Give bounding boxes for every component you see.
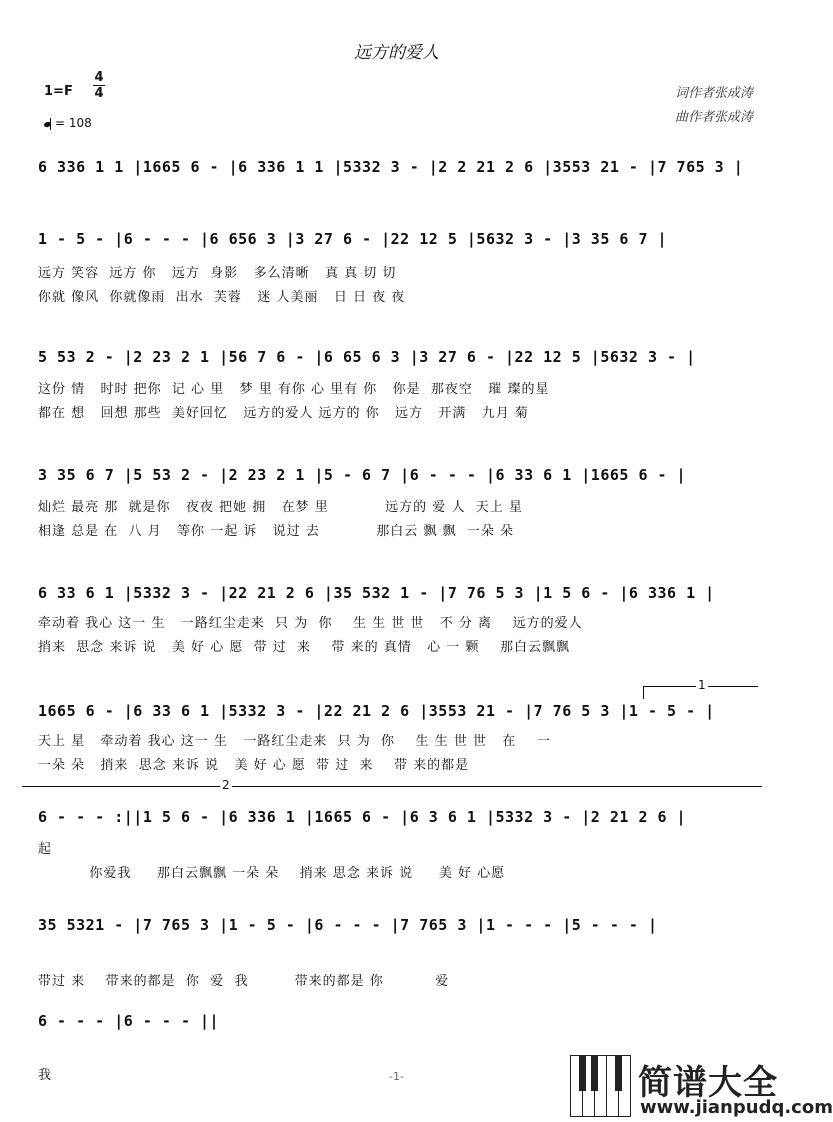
lyric-line: 带过 来 带来的都是 你 爱 我 带来的都是 你 爱 — [38, 974, 450, 989]
lyricist-credit: 词作者张成涛 — [674, 86, 753, 101]
logo-title: 简谱大全 — [638, 1063, 778, 1103]
site-logo — [570, 1055, 833, 1118]
first-ending-bracket — [643, 678, 758, 699]
page-number: -1- — [389, 1070, 404, 1083]
tempo-marking — [44, 116, 92, 130]
score-system-1: 6 336 1 1 |1665 6 - |6 336 1 1 |5332 3 - |2 2 21 2 6 |3553 21 - |7 765 3 | — [38, 158, 744, 176]
score-system-3: 5 53 2 - |2 23 2 1 |56 7 6 - |6 65 6 3 |3 27 6 - |22 12 5 |5632 3 - | — [38, 348, 696, 366]
lyric-line: 起 — [38, 842, 53, 857]
lyric-line: 捎来 思念 来诉 说 美 好 心 愿 带 过 来 带 来的 真情 心 一 颗 那白云飘飘 — [38, 640, 570, 655]
score-system-6: 1665 6 - |6 33 6 1 |5332 3 - |22 21 2 6 |3553 21 - |7 76 5 3 |1 - 5 - | — [38, 702, 715, 720]
time-signature — [92, 70, 106, 101]
lyric-line: 这份 情 时时 把你 记 心 里 梦 里 有你 心 里有 你 你是 那夜空 璀 璨的星 — [38, 382, 550, 397]
second-ending-number: 2 — [222, 778, 230, 792]
lyric-line: 灿烂 最亮 那 就是你 夜夜 把她 拥 在梦 里 远方的 爱 人 天上 星 — [38, 500, 523, 515]
score-system-7: 6 - - - :||1 5 6 - |6 336 1 |1665 6 - |6 3 6 1 |5332 3 - |2 21 2 6 | — [38, 808, 687, 826]
key-signature: 1=F — [44, 84, 73, 99]
score-system-5: 6 33 6 1 |5332 3 - |22 21 2 6 |35 532 1 - |7 76 5 3 |1 5 6 - |6 336 1 | — [38, 584, 715, 602]
lyric-line: 相逢 总是 在 八 月 等你 一起 诉 说过 去 那白云 飘 飘 一朵 朵 — [38, 524, 514, 539]
lyric-line: 天上 星 牵动着 我心 这一 生 一路红尘走来 只 为 你 生 生 世 世 在 一 — [38, 734, 551, 749]
score-system-4: 3 35 6 7 |5 53 2 - |2 23 2 1 |5 - 6 7 |6 - - - |6 33 6 1 |1665 6 - | — [38, 466, 687, 484]
meter-bottom: 4 — [94, 86, 104, 101]
lyric-line: 你就 像风 你就像雨 出水 芙蓉 迷 人美丽 日 日 夜 夜 — [38, 290, 406, 305]
score-system-9: 6 - - - |6 - - - || — [38, 1012, 220, 1030]
score-system-8: 35 5321 - |7 765 3 |1 - 5 - |6 - - - |7 765 3 |1 - - - |5 - - - | — [38, 916, 658, 934]
piano-keys-icon — [570, 1055, 632, 1117]
score-system-2: 1 - 5 - |6 - - - |6 656 3 |3 27 6 - |22 12 5 |5632 3 - |3 35 6 7 | — [38, 230, 668, 248]
lyric-line: 我 — [38, 1068, 53, 1083]
tempo-value: = 108 — [55, 116, 92, 130]
lyric-line: 你爱我 那白云飘飘 一朵 朵 捎来 思念 来诉 说 美 好 心愿 — [38, 866, 506, 881]
lyric-line: 都在 想 回想 那些 美好回忆 远方的爱人 远方的 你 远方 开满 九月 菊 — [38, 406, 529, 421]
lyric-line: 牵动着 我心 这一 生 一路红尘走来 只 为 你 生 生 世 世 不 分 离 远方的爱人 — [38, 616, 583, 631]
lyric-line: 远方 笑容 远方 你 远方 身影 多么清晰 真 真 切 切 — [38, 266, 397, 281]
lyric-line: 一朵 朵 捎来 思念 来诉 说 美 好 心 愿 带 过 来 带 来的都是 — [38, 758, 470, 773]
first-ending-number: 1 — [698, 678, 706, 692]
meter-top: 4 — [94, 70, 104, 85]
second-ending-bracket — [22, 778, 762, 792]
composer-credit: 曲作者张成涛 — [674, 110, 753, 125]
logo-url: www.jianpudq.com — [640, 1097, 833, 1118]
song-title: 远方的爱人 — [354, 43, 439, 63]
